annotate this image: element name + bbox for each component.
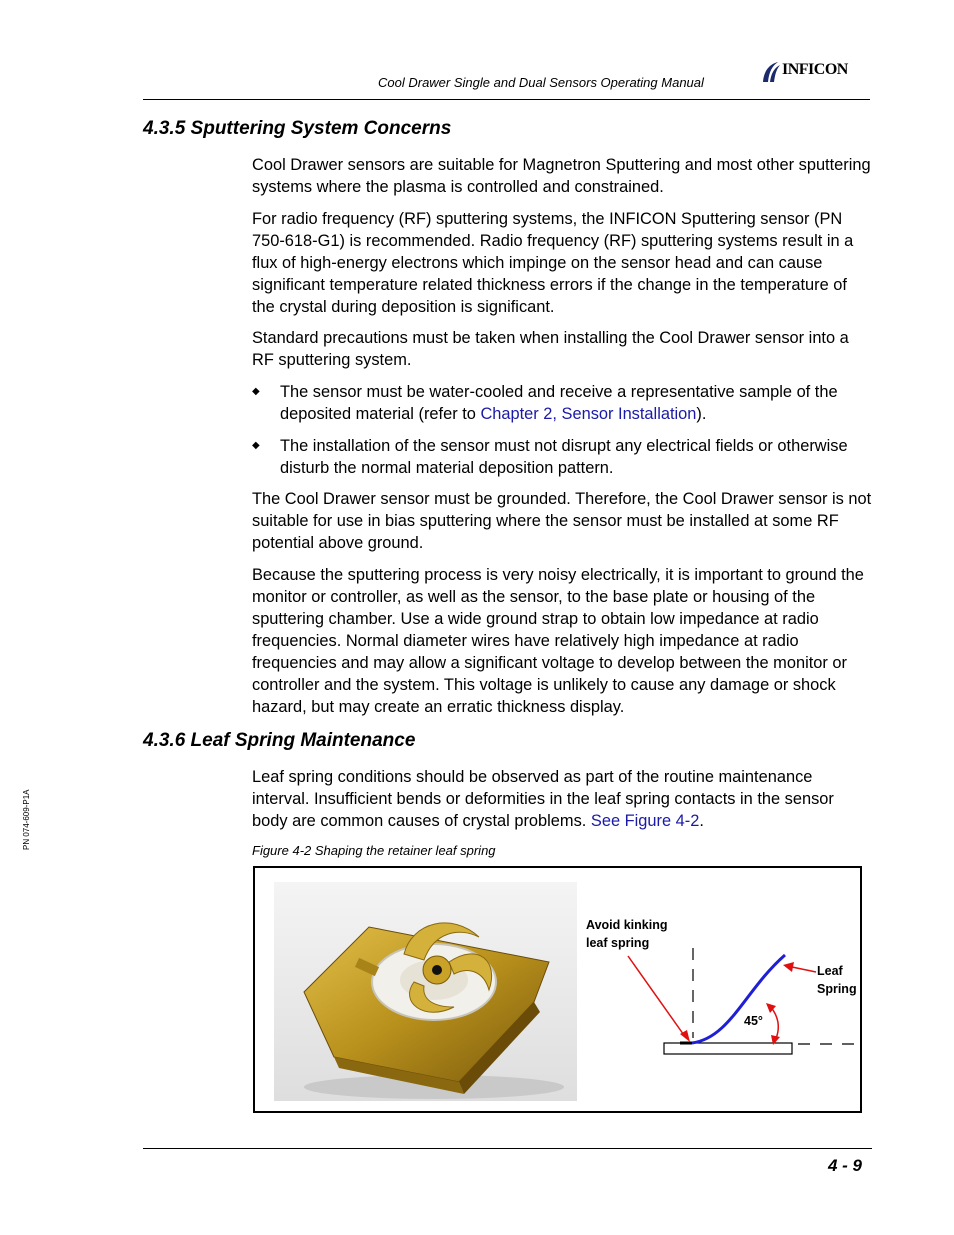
sensor-photo bbox=[274, 882, 577, 1101]
paragraph-leaf-spring bbox=[252, 766, 872, 832]
leaf-spring-label-2: Spring bbox=[817, 982, 857, 996]
bullet-item-installation bbox=[252, 435, 872, 479]
bullet-text: The installation of the sensor must not disrupt any electrical fields or otherwise disturb the normal material deposition pattern. bbox=[280, 437, 848, 477]
figure-caption: Figure 4-2 Shaping the retainer leaf spring bbox=[252, 843, 496, 858]
paragraph-text-part: Leaf spring conditions should be observed as part of the routine maintenance interval. Insufficient bends or deformities in the leaf spring contacts in the sensor body are common causes of crystal problems. bbox=[252, 768, 834, 830]
inficon-logo bbox=[760, 58, 875, 86]
angle-label: 45° bbox=[744, 1014, 763, 1028]
diamond-bullet-icon: ◆ bbox=[252, 440, 260, 451]
bullet-text bbox=[280, 381, 872, 425]
chapter-2-link[interactable]: Chapter 2, Sensor Installation bbox=[480, 405, 697, 423]
bullet-item-water-cooled bbox=[252, 381, 872, 425]
section-heading-leaf-spring: 4.3.6 Leaf Spring Maintenance bbox=[143, 730, 416, 751]
avoid-kinking-label: Avoid kinking bbox=[586, 918, 668, 932]
part-number-code: PN 074-609-P1A bbox=[22, 789, 31, 850]
section-heading-sputtering: 4.3.5 Sputtering System Concerns bbox=[143, 118, 452, 139]
paragraph-sputtering-intro: Cool Drawer sensors are suitable for Magnetron Sputtering and most other sputtering systems where the plasma is controlled and constrained. bbox=[252, 156, 871, 196]
diamond-bullet-icon: ◆ bbox=[252, 386, 260, 397]
logo-wordmark: INFICON bbox=[782, 61, 848, 78]
leaf-spring-diagram bbox=[580, 910, 860, 1060]
paragraph-rf-sputtering: For radio frequency (RF) sputtering systems, the INFICON Sputtering sensor (PN 750-618-G1) is recommended. Radio frequency (RF) sputtering systems result in a flux of high-energy electrons which impinge on the sensor head and can cause significant temperature related thickness errors if the change in the temperature of the crystal during deposition is significant. bbox=[252, 210, 854, 316]
leaf-spring-label: Leaf bbox=[817, 964, 843, 978]
bullet-text-part: ). bbox=[696, 405, 707, 423]
paragraph-text-part: . bbox=[699, 812, 704, 830]
running-header-title: Cool Drawer Single and Dual Sensors Operating Manual bbox=[378, 75, 704, 90]
avoid-kinking-label-2: leaf spring bbox=[586, 936, 650, 950]
figure-4-2-link[interactable]: See Figure 4-2 bbox=[590, 812, 700, 830]
inficon-logo-mark-icon bbox=[760, 58, 782, 86]
paragraph-precautions: Standard precautions must be taken when installing the Cool Drawer sensor into a RF sputtering system. bbox=[252, 329, 849, 369]
footer-rule bbox=[143, 1148, 872, 1149]
bullet-text-part: The sensor must be water-cooled and receive a representative sample of the deposited material (refer to bbox=[280, 383, 838, 423]
header-rule bbox=[143, 99, 870, 100]
paragraph-noise: Because the sputtering process is very noisy electrically, it is important to ground the monitor or controller, as well as the sensor, to the base plate or housing of the sputtering chamber. Use a wide ground strap to obtain low impedance at radio frequencies. Normal diameter wires have relatively high impedance at radio frequencies and may allow a significant voltage to develop between the monitor or controller and the system. This voltage is unlikely to cause any damage or shock hazard, but may create an erratic thickness display. bbox=[252, 566, 864, 716]
paragraph-grounding: The Cool Drawer sensor must be grounded. Therefore, the Cool Drawer sensor is not suitable for use in bias sputtering where the sensor must be installed at some RF potential above ground. bbox=[252, 490, 872, 552]
page-number: 4 - 9 bbox=[828, 1156, 863, 1175]
